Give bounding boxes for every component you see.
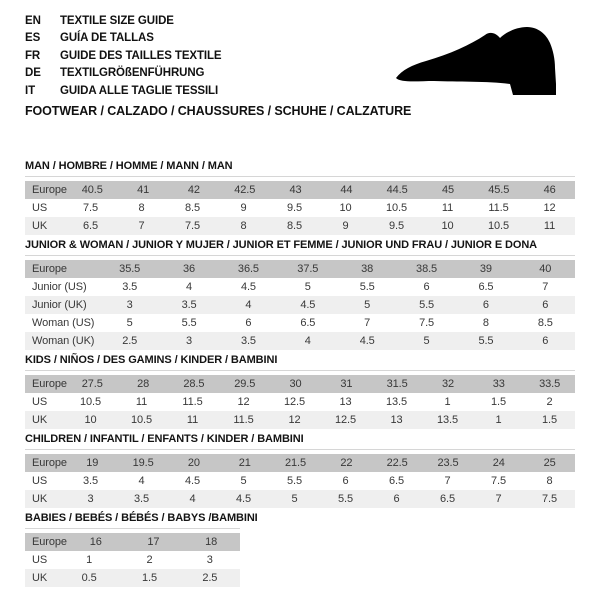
size-cell: 31	[340, 377, 353, 390]
size-cell: 4	[245, 298, 252, 311]
size-table-header-row	[25, 375, 575, 393]
size-cell: 11	[186, 413, 199, 426]
size-cell: 7	[495, 492, 502, 505]
size-cell: 6	[482, 298, 489, 311]
language-label: GUIDA ALLE TAGLIE TESSILI	[60, 84, 219, 97]
size-cell: 20	[187, 456, 200, 469]
size-cell: 35.5	[119, 262, 141, 275]
size-cell: 5	[126, 316, 133, 329]
row-label: Europe	[32, 262, 67, 275]
size-cell: 3.5	[83, 474, 98, 487]
size-cell: 44.5	[386, 183, 408, 196]
size-cell: 3	[87, 492, 94, 505]
row-label: UK	[32, 492, 48, 505]
size-cell: 38	[361, 262, 374, 275]
size-cell: 3.5	[122, 280, 138, 293]
size-cell: 10.5	[385, 201, 407, 214]
size-cell: 13	[339, 395, 352, 408]
sections	[0, 160, 600, 587]
size-cell: 6	[393, 492, 400, 505]
row-label: Junior (UK)	[32, 298, 87, 311]
language-code: EN	[25, 14, 41, 27]
size-cell: 30	[289, 377, 302, 390]
size-cell: 2.5	[122, 334, 138, 347]
size-cell: 32	[441, 377, 454, 390]
section-title: MAN / HOMBRE / HOMME / MANN / MAN	[25, 159, 233, 172]
size-cell: 8	[482, 316, 489, 329]
size-cell: 12	[543, 201, 556, 214]
size-cell: 13.5	[436, 413, 458, 426]
size-cell: 8	[138, 201, 145, 214]
size-cell: 21.5	[285, 456, 307, 469]
size-cell: 17	[147, 535, 160, 548]
size-cell: 3	[126, 298, 133, 311]
size-cell: 41	[137, 183, 150, 196]
size-cell: 10	[339, 201, 352, 214]
size-cell: 18	[205, 535, 218, 548]
size-cell: 12.5	[334, 413, 356, 426]
size-cell: 12	[288, 413, 301, 426]
size-cell: 7	[364, 316, 371, 329]
language-code: ES	[25, 32, 41, 45]
size-cell: 4.5	[240, 280, 256, 293]
size-cell: 37.5	[297, 262, 319, 275]
size-table-row	[25, 278, 575, 296]
size-table-row	[25, 217, 575, 235]
size-cell: 9	[342, 219, 349, 232]
size-cell: 5	[240, 474, 247, 487]
size-cell: 6.5	[440, 492, 455, 505]
size-cell: 3	[206, 553, 213, 566]
size-table-header-row	[25, 533, 240, 551]
size-cell: 6	[245, 316, 252, 329]
size-cell: 7.5	[491, 474, 506, 487]
size-cell: 7.5	[419, 316, 435, 329]
size-section	[25, 433, 600, 508]
size-cell: 4.5	[185, 474, 200, 487]
size-table	[25, 176, 575, 235]
size-table-row	[25, 332, 575, 350]
size-section	[25, 239, 600, 350]
size-table	[25, 370, 575, 429]
size-cell: 8.5	[537, 316, 553, 329]
size-section	[25, 512, 600, 587]
size-cell: 6.5	[478, 280, 494, 293]
size-cell: 45	[441, 183, 454, 196]
size-cell: 4.5	[359, 334, 375, 347]
size-cell: 22	[340, 456, 353, 469]
size-cell: 11	[135, 395, 148, 408]
size-cell: 5.5	[287, 474, 302, 487]
size-cell: 38.5	[416, 262, 438, 275]
size-cell: 42	[187, 183, 200, 196]
size-cell: 46	[543, 183, 556, 196]
size-cell: 19.5	[132, 456, 154, 469]
size-cell: 6	[423, 280, 430, 293]
size-cell: 8	[546, 474, 553, 487]
size-cell: 6	[342, 474, 349, 487]
size-cell: 39	[479, 262, 492, 275]
size-cell: 7.5	[185, 219, 200, 232]
size-cell: 1	[444, 395, 451, 408]
size-cell: 3.5	[240, 334, 256, 347]
section-title: JUNIOR & WOMAN / JUNIOR Y MUJER / JUNIOR ET FEMME / JUNIOR UND FRAU / JUNIOR E DONA	[25, 238, 538, 251]
size-cell: 0.5	[81, 571, 97, 584]
size-cell: 8	[240, 219, 247, 232]
row-label: Europe	[32, 535, 67, 548]
size-table-row	[25, 472, 575, 490]
size-cell: 10.5	[79, 395, 101, 408]
language-label: GUIDE DES TAILLES TEXTILE	[60, 49, 222, 62]
size-cell: 2.5	[202, 571, 218, 584]
section-title: CHILDREN / INFANTIL / ENFANTS / KINDER / BAMBINI	[25, 432, 304, 445]
language-code: IT	[25, 84, 36, 97]
size-cell: 8.5	[185, 201, 200, 214]
section-title: BABIES / BEBÉS / BÉBÉS / BABYS /BAMBINI	[25, 511, 258, 524]
size-cell: 11.5	[488, 201, 509, 214]
row-label: Europe	[32, 183, 67, 196]
size-table-row	[25, 490, 575, 508]
row-label: Junior (US)	[32, 280, 87, 293]
row-label: US	[32, 474, 48, 487]
size-table	[25, 255, 575, 350]
size-cell: 2	[546, 395, 553, 408]
size-cell: 11	[441, 201, 454, 214]
size-cell: 23.5	[437, 456, 459, 469]
size-section	[25, 160, 600, 235]
row-label: UK	[32, 571, 48, 584]
size-cell: 7	[444, 474, 451, 487]
size-cell: 4.5	[300, 298, 316, 311]
row-label: Europe	[32, 456, 67, 469]
size-table-header-row	[25, 454, 575, 472]
section-title: KIDS / NIÑOS / DES GAMINS / KINDER / BAMBINI	[25, 353, 278, 366]
size-cell: 1.5	[542, 413, 557, 426]
dress-shoe-icon	[393, 22, 578, 104]
size-cell: 11	[543, 219, 556, 232]
row-label: Woman (UK)	[32, 334, 95, 347]
size-table-row	[25, 551, 240, 569]
size-cell: 7.5	[542, 492, 557, 505]
size-cell: 1	[495, 413, 502, 426]
row-label: US	[32, 553, 48, 566]
size-cell: 5	[364, 298, 371, 311]
size-cell: 28.5	[183, 377, 205, 390]
row-label: UK	[32, 413, 48, 426]
size-cell: 2	[146, 553, 153, 566]
size-cell: 4	[189, 492, 196, 505]
size-table	[25, 449, 575, 508]
size-cell: 4	[138, 474, 145, 487]
size-cell: 7.5	[83, 201, 98, 214]
size-cell: 6.5	[389, 474, 404, 487]
size-cell: 5.5	[338, 492, 353, 505]
size-cell: 5.5	[181, 316, 197, 329]
size-cell: 45.5	[488, 183, 510, 196]
size-cell: 13.5	[385, 395, 407, 408]
size-cell: 5	[423, 334, 430, 347]
language-label: TEXTILGRÖßENFÜHRUNG	[60, 67, 205, 80]
size-cell: 21	[238, 456, 251, 469]
size-table-row	[25, 411, 575, 429]
size-cell: 44	[340, 183, 353, 196]
size-cell: 6.5	[300, 316, 316, 329]
size-cell: 5.5	[419, 298, 435, 311]
footwear-category-line: FOOTWEAR / CALZADO / CHAUSSURES / SCHUHE / CALZATURE	[25, 103, 412, 118]
size-cell: 7	[542, 280, 549, 293]
row-label: Europe	[32, 377, 67, 390]
size-cell: 3	[186, 334, 193, 347]
size-cell: 1.5	[491, 395, 506, 408]
size-cell: 10.5	[130, 413, 152, 426]
size-cell: 5.5	[359, 280, 375, 293]
size-table-header-row	[25, 260, 575, 278]
size-cell: 36	[183, 262, 196, 275]
row-label: US	[32, 395, 48, 408]
size-cell: 11.5	[182, 395, 203, 408]
size-cell: 5	[304, 280, 311, 293]
language-label: GUÍA DE TALLAS	[60, 32, 154, 45]
size-cell: 33.5	[539, 377, 561, 390]
size-cell: 9.5	[389, 219, 404, 232]
size-cell: 42.5	[234, 183, 256, 196]
size-cell: 7	[138, 219, 145, 232]
size-table	[25, 528, 240, 587]
size-cell: 5	[291, 492, 298, 505]
size-cell: 28	[137, 377, 150, 390]
size-cell: 1	[86, 553, 93, 566]
size-cell: 29.5	[234, 377, 256, 390]
row-label: US	[32, 201, 48, 214]
size-cell: 4.5	[236, 492, 251, 505]
size-cell: 10.5	[487, 219, 509, 232]
row-label: Woman (US)	[32, 316, 95, 329]
size-cell: 6	[542, 334, 549, 347]
size-table-row	[25, 314, 575, 332]
size-table-row	[25, 296, 575, 314]
size-table-row	[25, 199, 575, 217]
size-cell: 27.5	[81, 377, 103, 390]
size-table-row	[25, 393, 575, 411]
size-cell: 10	[441, 219, 454, 232]
size-cell: 6.5	[83, 219, 98, 232]
size-cell: 12.5	[283, 395, 305, 408]
size-cell: 31.5	[386, 377, 408, 390]
size-table-row	[25, 569, 240, 587]
size-cell: 16	[89, 535, 102, 548]
size-cell: 6	[542, 298, 549, 311]
size-cell: 8.5	[287, 219, 302, 232]
size-cell: 4	[304, 334, 311, 347]
size-cell: 9	[240, 201, 247, 214]
size-cell: 19	[86, 456, 99, 469]
size-cell: 13	[390, 413, 403, 426]
size-cell: 3.5	[134, 492, 149, 505]
size-cell: 11.5	[233, 413, 254, 426]
size-cell: 22.5	[386, 456, 408, 469]
language-code: DE	[25, 67, 41, 80]
row-label: UK	[32, 219, 48, 232]
size-cell: 33	[492, 377, 505, 390]
size-table-header-row	[25, 181, 575, 199]
size-cell: 40	[539, 262, 552, 275]
size-cell: 9.5	[287, 201, 302, 214]
size-cell: 25	[543, 456, 556, 469]
size-section	[25, 354, 600, 429]
size-cell: 36.5	[237, 262, 259, 275]
size-cell: 43	[289, 183, 302, 196]
size-cell: 3.5	[181, 298, 197, 311]
size-cell: 12	[237, 395, 250, 408]
size-cell: 5.5	[478, 334, 494, 347]
size-cell: 24	[492, 456, 505, 469]
size-cell: 1.5	[141, 571, 157, 584]
language-label: TEXTILE SIZE GUIDE	[60, 14, 174, 27]
size-cell: 4	[186, 280, 193, 293]
size-cell: 40.5	[81, 183, 103, 196]
size-cell: 10	[84, 413, 97, 426]
language-code: FR	[25, 49, 41, 62]
